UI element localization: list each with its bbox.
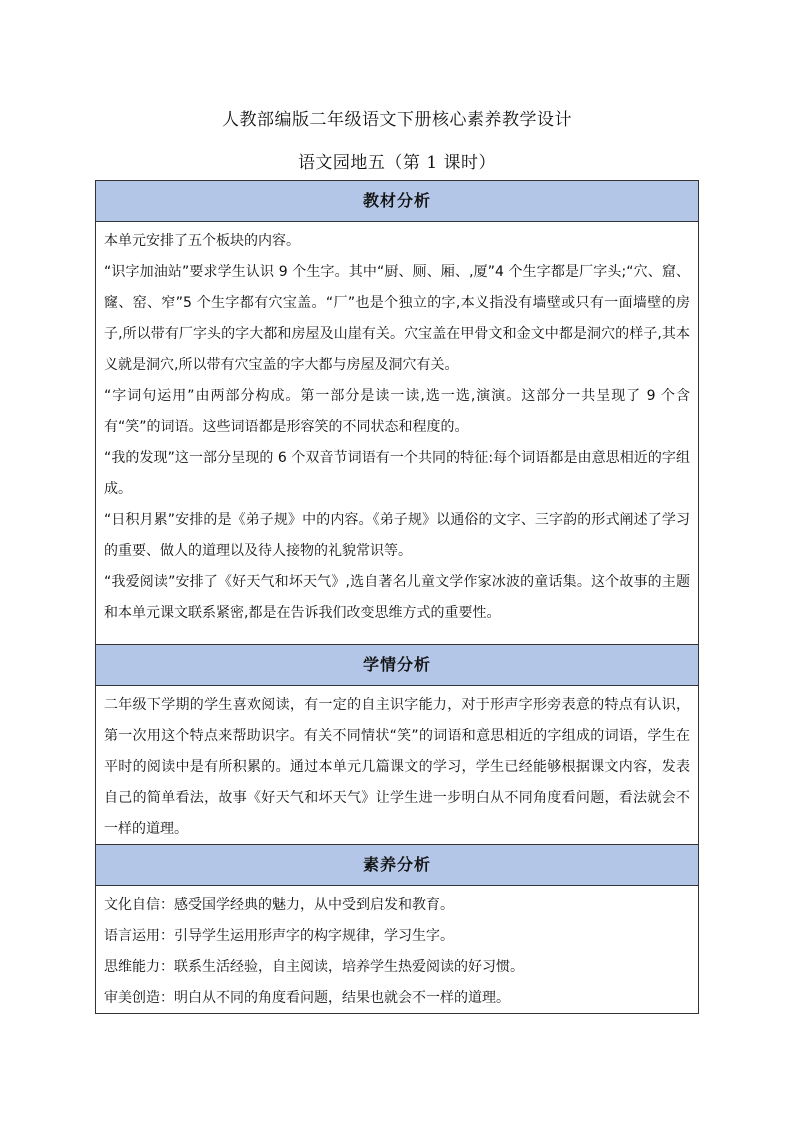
paragraph: 文化自信：感受国学经典的魅力，从中受到启发和教育。: [104, 897, 454, 913]
document-title: 人教部编版二年级语文下册核心素养教学设计: [222, 110, 572, 130]
document-subtitle: 语文园地五（第 1 课时）: [297, 153, 497, 173]
section-header-textbook-analysis: 教材分析: [96, 181, 698, 222]
paragraph: “识字加油站”要求学生认识 9 个生字。其中“厨、厕、厢、,厦”4 个生字都是厂字头;“穴、窟、窿、窑、窄”5 个生字都有穴宝盖。“厂”也是个独立的字,本义指没有墙壁或只有一面墙壁的房子,所以带有厂字头的字大都和房屋及山崖有关。穴宝盖在甲骨文和金文中都是洞穴的样子,其本义就是洞穴,所以带有穴宝盖的字大都与房屋及洞穴有关。: [104, 264, 690, 373]
paragraph: 思维能力：联系生活经验，自主阅读，培养学生热爱阅读的好习惯。: [104, 959, 524, 975]
paragraph: “日积月累”安排的是《弟子规》中的内容。《弟子规》以通俗的文字、三字韵的形式阐述了学习的重要、做人的道理以及待人接物的礼貌常识等。: [104, 512, 690, 559]
paragraph: 审美创造：明白从不同的角度看问题，结果也就会不一样的道理。: [104, 990, 510, 1006]
paragraph: 语言运用：引导学生运用形声字的构字规律，学习生字。: [104, 928, 454, 944]
lesson-plan-table: [95, 180, 699, 1014]
paragraph: “字词句运用”由两部分构成。第一部分是读一读,选一选,演演。这部分一共呈现了 9 个含有“笑”的词语。这些词语都是形容笑的不同状态和程度的。: [104, 388, 690, 435]
section-body-textbook-analysis: [96, 222, 698, 645]
paragraph: 本单元安排了五个板块的内容。: [104, 233, 300, 249]
section-body-competency-analysis: [96, 886, 698, 1013]
section-header-competency-analysis: 素养分析: [96, 845, 698, 886]
section-body-student-analysis: [96, 686, 698, 845]
paragraph: “我爱阅读”安排了《好天气和坏天气》,选自著名儿童文学作家冰波的童话集。这个故事的主题和本单元课文联系紧密,都是在告诉我们改变思维方式的重要性。: [104, 574, 690, 621]
paragraph: 二年级下学期的学生喜欢阅读，有一定的自主识字能力，对于形声字形旁表意的特点有认识，第一次用这个特点来帮助识字。有关不同情状“笑”的词语和意思相近的字组成的词语，学生在平时的阅读中是有所积累的。通过本单元几篇课文的学习，学生已经能够根据课文内容，发表自己的简单看法，故事《好天气和坏天气》让学生进一步明白从不同角度看问题，看法就会不一样的道理。: [104, 697, 690, 837]
paragraph: “我的发现”这一部分呈现的 6 个双音节词语有一个共同的特征:每个词语都是由意思相近的字组成。: [104, 450, 690, 497]
section-header-student-analysis: 学情分析: [96, 645, 698, 686]
